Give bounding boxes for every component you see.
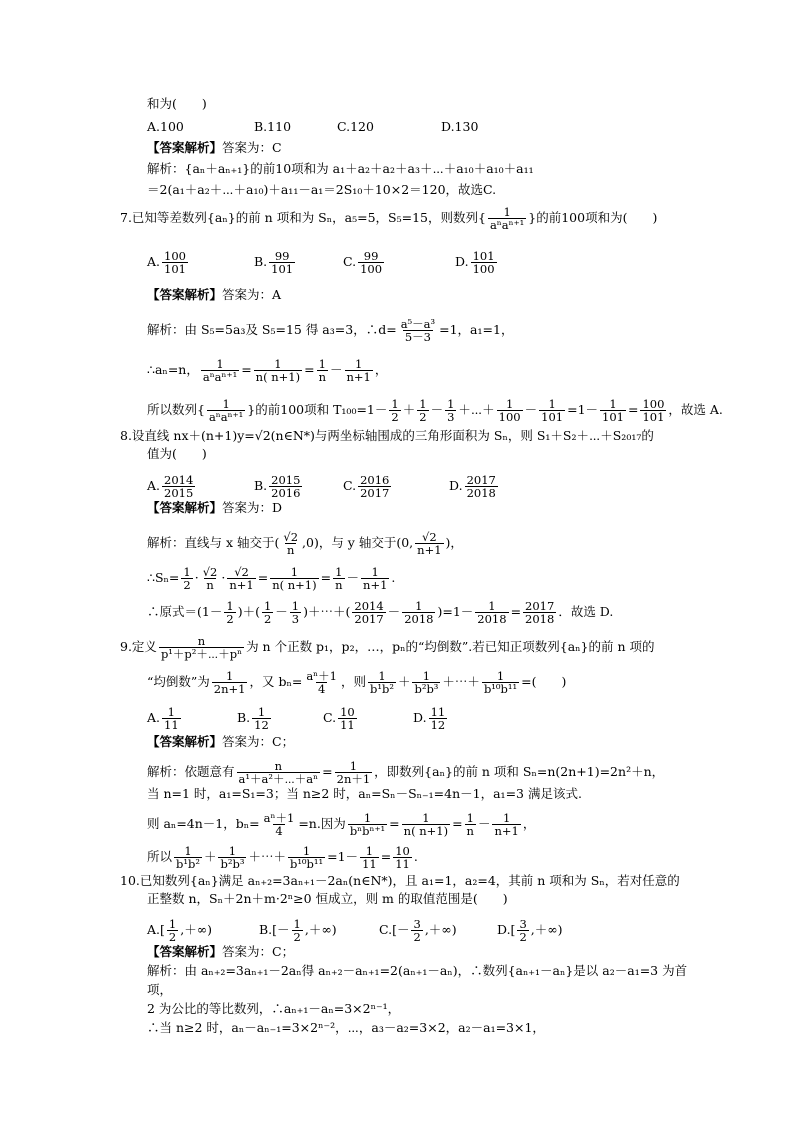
q7-answer: 【答案解析】答案为：A — [147, 287, 282, 302]
q7-solution-2: ∴aₙ=n， 1 aⁿaⁿ⁺¹ = $\frac{1}{n( n+1)}$ = $\frac{1}{n}$ － $\frac{1}{n+1}$ ， — [147, 357, 388, 384]
q9-option-b: B. $\frac{1}{12}$ — [237, 705, 269, 732]
q10-stem-2: 正整数 n，Sₙ＋2n＋m·2ⁿ≥0 恒成立，则 m 的取值范围是( ) — [147, 891, 508, 906]
q6-answer: 【答案解析】答案为：C — [147, 140, 282, 155]
q7-option-a: A. $\frac{100}{101}$ — [147, 249, 186, 276]
q7-fraction: 1 aⁿaⁿ⁺¹ — [489, 205, 525, 232]
q7-stem: 7.已知等差数列{aₙ}的前 n 项和为 Sₙ，a₅=5，S₅=15，则数列{ 1 aⁿaⁿ⁺¹ }的前100项和为( ) — [120, 205, 658, 232]
q10-solution-4: ∴当 n≥2 时，aₙ－aₙ₋₁=3×2ⁿ⁻²，⋯，a₃－a₂=3×2，a₂－a₁=3×1， — [147, 1020, 545, 1035]
q9-stem-2: “均倒数”为 $\frac{1}{2n+1}$ ，又 bₙ= $\frac{\text{aⁿ＋1}}{4}$ ，则 $\frac{1}{\text{b¹b²}}$ ＋ $\frac{1}{\text{b²b³}}$ ＋⋯＋ $\frac{1}{\text{b¹⁰b¹¹}}$ =( ) — [147, 669, 567, 696]
q9-solution-4: 所以 $\frac{1}{\text{b¹b²}}$ ＋ $\frac{1}{\text{b²b³}}$ ＋⋯＋ $\frac{1}{\text{b¹⁰b¹¹}}$ =1－ $\frac{1}{11}$ = $\frac{10}{11}$ . — [147, 844, 418, 871]
q8-option-b: B. $\frac{2015}{2016}$ — [254, 473, 301, 500]
q8-solution-3: ∴原式＝(1－ $\frac{1}{2}$ )＋( $\frac{1}{2}$ － $\frac{1}{3}$ )＋⋯＋( $\frac{2014}{2017}$ － $\frac{1}{2018}$ )=1－ $\frac{1}{2018}$ = $\frac{2017}{2018}$ ．故选 D. — [147, 599, 614, 626]
q7-option-b: B. $\frac{99}{101}$ — [254, 249, 294, 276]
q6-solution-2: ＝2(a₁＋a₂＋⋯＋a₁₀)＋a₁₁－a₁＝2S₁₀＋10×2＝120，故选C. — [147, 182, 497, 197]
q8-solution-2: ∴Sₙ= $\frac{1}{2}$ · $\frac{√2}{n}$ · $\frac{√2}{n+1}$ = $\frac{1}{n( n+1)}$ = $\frac{1}{n}$ － $\frac{1}{n+1}$ . — [147, 565, 396, 592]
q9-option-a: A. $\frac{1}{11}$ — [147, 705, 179, 732]
q9-option-c: C. $\frac{10}{11}$ — [323, 705, 355, 732]
q7-solution-1: 解析：由 S₅=5a₃及 S₅=15 得 a₃=3，∴d= $\frac{\text{a⁵－a³}}{5-3}$ =1，a₁=1， — [147, 317, 514, 344]
q10-solution-1: 解析：由 aₙ₊₂=3aₙ₊₁－2aₙ得 aₙ₊₂－aₙ₊₁=2(aₙ₊₁－aₙ)，∴数列{aₙ₊₁－aₙ}是以 a₂－a₁=3 为首 — [147, 963, 688, 978]
q6-stem-end: 和为( ) — [147, 96, 207, 111]
q8-option-c: C. $\frac{2016}{2017}$ — [343, 473, 390, 500]
q6-option-c: C.120 — [337, 119, 374, 134]
q8-stem-1: 8.设直线 nx＋(n+1)y=√2(n∈N*)与两坐标轴围成的三角形面积为 Sₙ，则 S₁＋S₂＋⋯＋S₂₀₁₇的 — [120, 428, 654, 443]
q10-option-b: B.[－ $\frac{1}{2}$ ,＋∞) — [259, 917, 337, 944]
q10-answer: 【答案解析】答案为：C； — [147, 944, 295, 959]
q7-option-d: D. $\frac{101}{100}$ — [455, 249, 495, 276]
q10-option-d: D.[ $\frac{3}{2}$ ,＋∞) — [497, 917, 563, 944]
q9-answer: 【答案解析】答案为：C； — [147, 734, 295, 749]
q9-solution-1: 解析：依题意有 $\frac{n}{\text{a¹＋a²＋⋯＋aⁿ}}$ = $\frac{1}{2n+1}$ ，即数列{aₙ}的前 n 项和 Sₙ=n(2n+1)=2n²＋n， — [147, 759, 665, 786]
q6-solution-1: 解析：{aₙ＋aₙ₊₁}的前10项和为 a₁＋a₂＋a₂＋a₃＋⋯＋a₁₀＋a₁₀＋a₁₁ — [147, 161, 534, 176]
q10-option-a: A.[ $\frac{1}{2}$ ,＋∞) — [147, 917, 212, 944]
q6-option-b: B.110 — [254, 119, 292, 134]
q8-option-a: A. $\frac{2014}{2015}$ — [147, 473, 194, 500]
q6-option-a: A.100 — [147, 119, 184, 134]
q9-solution-2: 当 n=1 时，a₁=S₁=3；当 n≥2 时，aₙ=Sₙ－Sₙ₋₁=4n－1，a₁=3 满足该式. — [147, 786, 582, 801]
q8-answer: 【答案解析】答案为：D — [147, 500, 283, 515]
q10-option-c: C.[－ $\frac{3}{2}$ ,＋∞) — [379, 917, 457, 944]
q7-option-c: C. $\frac{99}{100}$ — [343, 249, 383, 276]
q9-solution-3: 则 aₙ=4n－1，bₙ= $\frac{\text{aⁿ＋1}}{4}$ =n.因为 1 bⁿbⁿ⁺¹ = $\frac{1}{n( n+1)}$ = $\frac{1}{n}$ － $\frac{1}{n+1}$ ， — [147, 811, 536, 838]
q9-option-d: D. $\frac{11}{12}$ — [413, 705, 446, 732]
q8-solution-1: 解析：直线与 x 轴交于( $\frac{√2}{n}$ ,0)，与 y 轴交于(0, $\frac{√2}{n+1}$ )， — [147, 530, 463, 557]
q10-solution-2: 项， — [147, 982, 173, 997]
q10-solution-3: 2 为公比的等比数列，∴aₙ₊₁－aₙ=3×2ⁿ⁻¹， — [147, 1001, 401, 1016]
q8-stem-2: 值为( ) — [147, 446, 207, 461]
q10-stem-1: 10.已知数列{aₙ}满足 aₙ₊₂=3aₙ₊₁－2aₙ(n∈N*)，且 a₁=1，a₂=4，其前 n 项和为 Sₙ，若对任意的 — [120, 873, 680, 888]
q9-stem-1: 9.定义 $\frac{n}{\text{p¹＋p²＋⋯＋pⁿ}}$ 为 n 个正数 p₁，p₂，…，pₙ的“均倒数”.若已知正项数列{aₙ}的前 n 项的 — [120, 634, 655, 661]
q8-option-d: D. $\frac{2017}{2018}$ — [449, 473, 496, 500]
q6-option-d: D.130 — [441, 119, 479, 134]
q7-solution-3: 所以数列{ 1 aⁿaⁿ⁺¹ }的前100项和 T₁₀₀=1－ $\frac{1}{2}$ ＋ $\frac{1}{2}$ － $\frac{1}{3}$ ＋⋯＋ $\frac{1}{100}$ － $\frac{1}{101}$ =1－ $\frac{1}{101}$ = $\frac{100}{101}$ ，故选 A. — [147, 397, 723, 424]
